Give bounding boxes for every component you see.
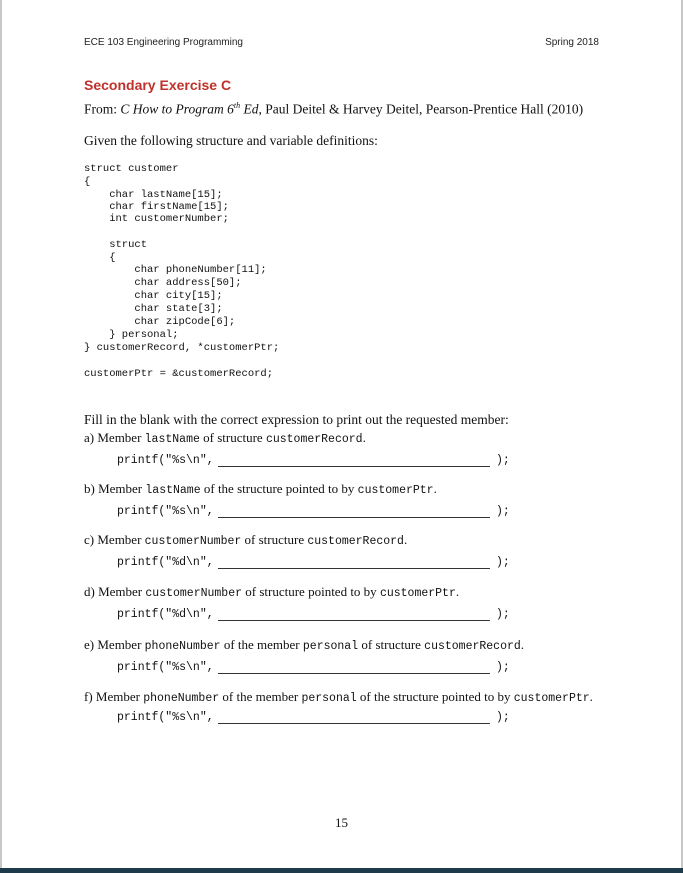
question-code: customerPtr bbox=[357, 484, 434, 497]
question-text: Member bbox=[97, 637, 145, 652]
code-line: struct customer bbox=[84, 163, 179, 175]
question-a bbox=[84, 430, 366, 446]
question-code: customerNumber bbox=[145, 587, 243, 600]
edition-suffix: Ed bbox=[240, 101, 259, 117]
question-text: Member bbox=[95, 689, 144, 704]
exercise-title: Secondary Exercise C bbox=[84, 77, 232, 93]
printf-call: printf("%s\n", bbox=[117, 505, 214, 518]
code-line: char phoneNumber[11]; bbox=[84, 264, 267, 276]
question-text: Member bbox=[97, 430, 145, 445]
printf-close: ); bbox=[496, 556, 510, 569]
question-code: customerRecord bbox=[265, 433, 363, 446]
code-line: } personal; bbox=[84, 329, 179, 341]
question-text: . bbox=[455, 584, 460, 599]
question-letter: f) bbox=[84, 689, 93, 704]
code-line: char lastName[15]; bbox=[84, 189, 223, 201]
printf-close: ); bbox=[496, 711, 510, 724]
question-code: lastName bbox=[144, 433, 200, 446]
question-code: customerPtr bbox=[379, 587, 456, 600]
printf-call: printf("%s\n", bbox=[117, 661, 214, 674]
question-code: phoneNumber bbox=[144, 640, 221, 653]
code-line: int customerNumber; bbox=[84, 213, 229, 225]
question-code: customerRecord bbox=[424, 640, 521, 653]
question-letter: c) bbox=[84, 532, 95, 547]
question-text: Member bbox=[98, 481, 146, 496]
printf-close: ); bbox=[496, 454, 510, 467]
question-letter: b) bbox=[84, 481, 95, 496]
answer-blank[interactable] bbox=[218, 620, 490, 621]
header-course: ECE 103 Engineering Programming bbox=[84, 37, 243, 48]
printf-call: printf("%s\n", bbox=[117, 454, 214, 467]
source-authors: , Paul Deitel & Harvey Deitel, Pearson-Prentice Hall (2010) bbox=[258, 101, 584, 117]
question-text: . bbox=[403, 532, 408, 547]
answer-blank[interactable] bbox=[218, 673, 490, 674]
code-line: char firstName[15]; bbox=[84, 201, 229, 213]
question-text: of the member bbox=[220, 637, 303, 652]
question-code: customerNumber bbox=[144, 535, 242, 548]
question-code: lastName bbox=[145, 484, 201, 497]
code-line: char address[50]; bbox=[84, 277, 242, 289]
question-code: personal bbox=[302, 640, 359, 653]
printf-close: ); bbox=[496, 661, 510, 674]
question-e bbox=[84, 637, 524, 653]
question-text: Member bbox=[97, 532, 145, 547]
question-code: personal bbox=[301, 692, 357, 705]
bottom-bar bbox=[0, 868, 683, 873]
question-f bbox=[84, 689, 593, 705]
question-code: phoneNumber bbox=[143, 692, 220, 705]
source-citation bbox=[84, 101, 583, 118]
code-line: { bbox=[84, 176, 91, 188]
printf-call: printf("%d\n", bbox=[117, 556, 214, 569]
question-text: of the structure pointed to by bbox=[356, 689, 514, 704]
answer-blank[interactable] bbox=[218, 466, 490, 467]
code-line: char city[15]; bbox=[84, 290, 223, 302]
question-letter: a) bbox=[84, 430, 95, 445]
code-line: } customerRecord, *customerPtr; bbox=[84, 342, 280, 354]
header-term: Spring 2018 bbox=[545, 37, 599, 48]
question-letter: e) bbox=[84, 637, 95, 652]
answer-blank[interactable] bbox=[218, 723, 490, 724]
question-c bbox=[84, 532, 407, 548]
code-line: char state[3]; bbox=[84, 303, 223, 315]
code-line: customerPtr = &customerRecord; bbox=[84, 368, 274, 380]
printf-call: printf("%s\n", bbox=[117, 711, 214, 724]
instruction-text: Fill in the blank with the correct expression to print out the requested member: bbox=[84, 412, 509, 427]
question-text: of structure bbox=[199, 430, 266, 445]
question-text: Member bbox=[98, 584, 146, 599]
question-text: of the structure pointed to by bbox=[200, 481, 358, 496]
question-b bbox=[84, 481, 437, 497]
code-line: char zipCode[6]; bbox=[84, 316, 236, 328]
question-text: . bbox=[433, 481, 437, 496]
question-text: of structure bbox=[358, 637, 425, 652]
source-prefix: From: bbox=[84, 101, 121, 117]
question-text: of structure bbox=[241, 532, 308, 547]
printf-close: ); bbox=[496, 608, 510, 621]
printf-close: ); bbox=[496, 505, 510, 518]
question-letter: d) bbox=[84, 584, 95, 599]
intro-text: Given the following structure and variable definitions: bbox=[84, 133, 378, 148]
printf-call: printf("%d\n", bbox=[117, 608, 214, 621]
question-text: of the member bbox=[219, 689, 302, 704]
answer-blank[interactable] bbox=[218, 568, 490, 569]
question-text: of structure pointed to by bbox=[242, 584, 380, 599]
code-line: { bbox=[84, 252, 116, 264]
question-text: . bbox=[589, 689, 593, 704]
code-line: struct bbox=[84, 239, 148, 251]
page-border-left bbox=[0, 0, 2, 873]
question-text: . bbox=[362, 430, 366, 445]
question-d bbox=[84, 584, 459, 600]
answer-blank[interactable] bbox=[218, 517, 490, 518]
book-title: C How to Program 6 bbox=[120, 101, 234, 117]
question-text: . bbox=[520, 637, 525, 652]
page-number: 15 bbox=[335, 815, 348, 830]
question-code: customerPtr bbox=[513, 692, 590, 705]
edition-superscript: th bbox=[233, 101, 241, 110]
question-code: customerRecord bbox=[307, 535, 404, 548]
